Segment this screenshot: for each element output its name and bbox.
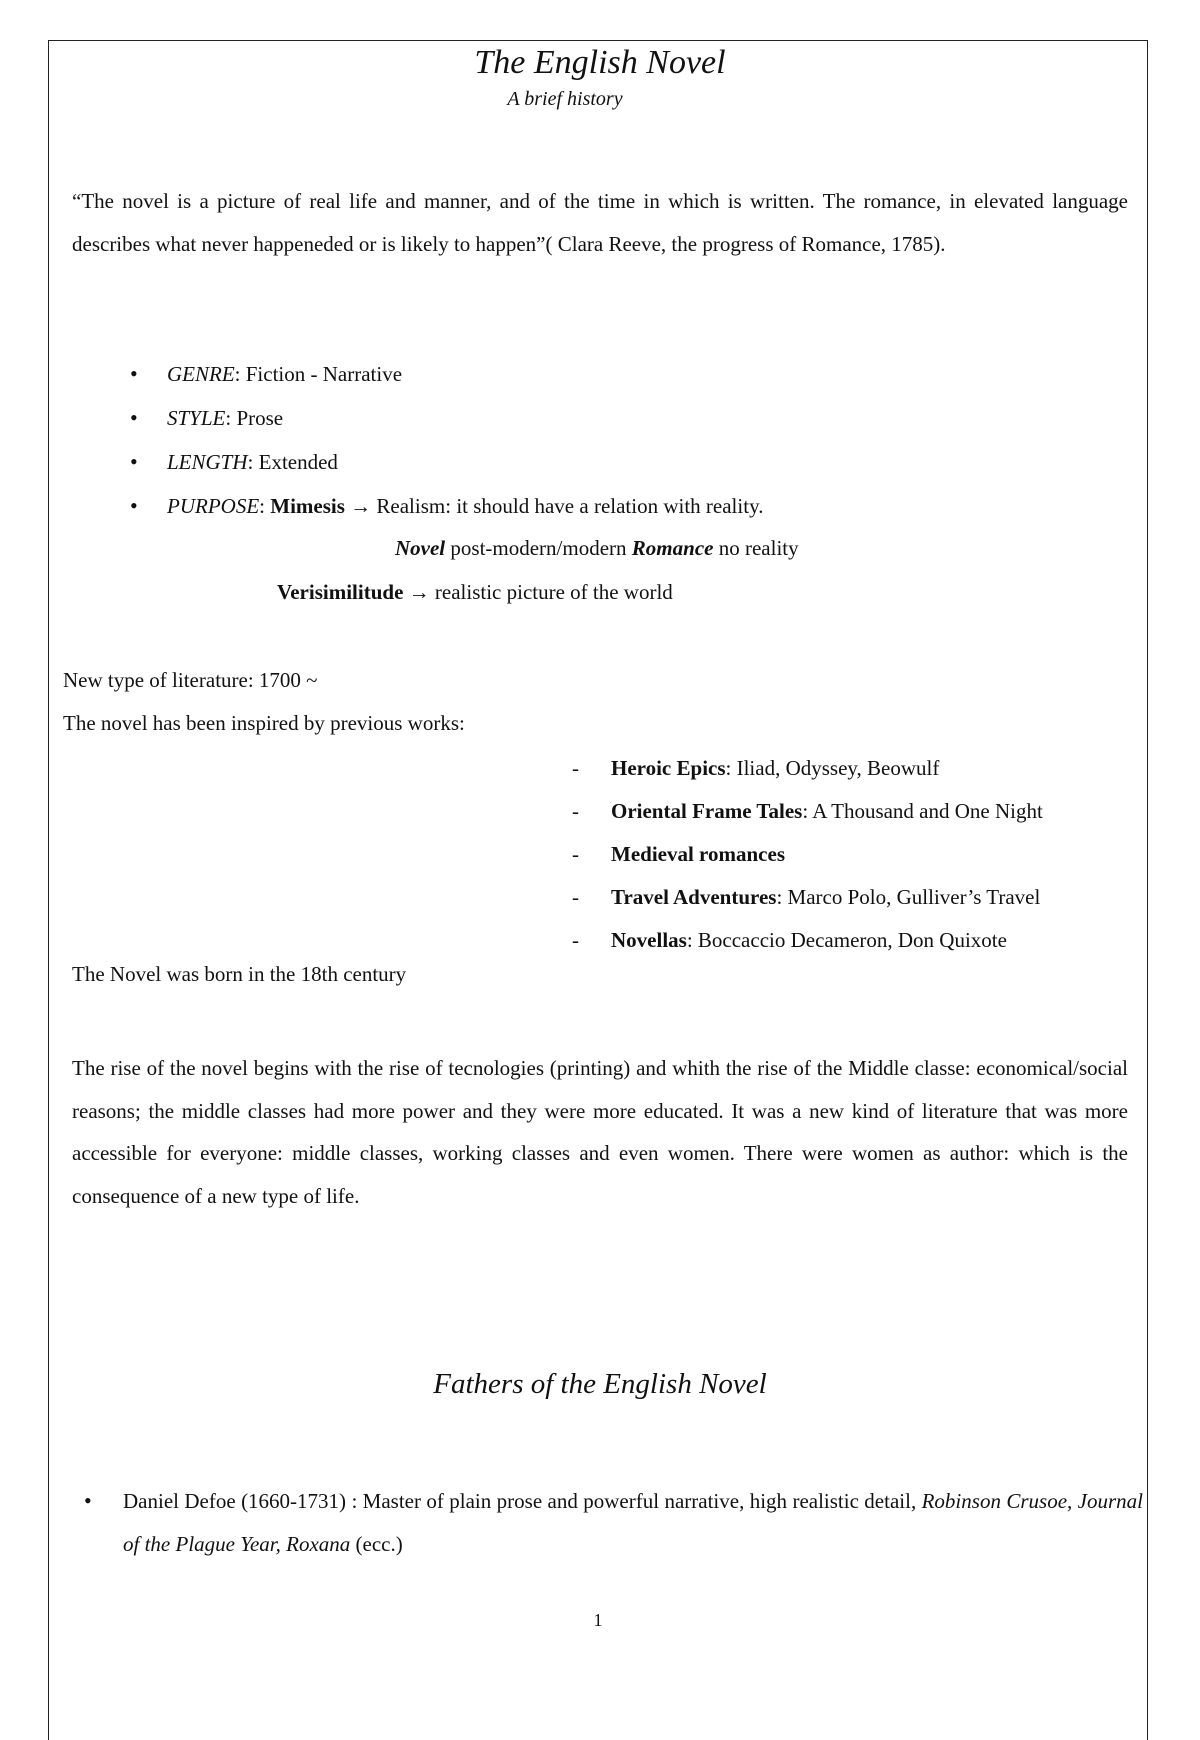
work-examples: : A Thousand and One Night [802, 799, 1043, 823]
inspired-line: The novel has been inspired by previous works: [63, 711, 465, 735]
previous-works-list [570, 747, 1043, 962]
page-number: 1 [593, 1610, 603, 1630]
work-term: Medieval romances [611, 842, 785, 866]
work-examples: : Boccaccio Decameron, Don Quixote [686, 928, 1007, 952]
work-term: Travel Adventures [611, 885, 777, 909]
romance-term: Romance [631, 536, 714, 560]
defoe-text [123, 1480, 1143, 1565]
work-term: Heroic Epics [611, 756, 726, 780]
work-examples: : Marco Polo, Gulliver’s Travel [776, 885, 1041, 909]
feature-purpose [130, 485, 763, 529]
list-item [570, 919, 1043, 962]
verisimilitude-rest: → realistic picture of the world [403, 580, 673, 604]
document-subtitle: A brief history [507, 88, 623, 110]
feature-separator: : [259, 494, 271, 518]
novel-line-middle: post-modern/modern [445, 536, 632, 560]
born-line: The Novel was born in the 18th century [72, 962, 407, 986]
opening-quote: “The novel is a picture of real life and manner, and of the time in which is written. The romance, in elevated language describes what never happeneded or is likely to happen”( Clara Reeve, the progress of Romance, 1785). [72, 189, 1128, 256]
new-type-line: New type of literature: 1700 ~ [63, 668, 318, 692]
rise-paragraph: The rise of the novel begins with the rise of tecnologies (printing) and whith the rise of the Middle classe: economical/social reasons; the middle classes had more power and they were more educated. It was a new kind of literature that was more accessible for everyone: middle classes, working classes and even women. There were women as author: which is the consequence of a new type of life. [72, 1056, 1128, 1208]
feature-length [130, 441, 763, 485]
feature-label: STYLE [167, 406, 226, 430]
list-item [570, 833, 1043, 876]
bullet-icon: • [84, 1488, 92, 1513]
feature-label: LENGTH [167, 450, 248, 474]
list-item [570, 876, 1043, 919]
list-item [570, 790, 1043, 833]
novel-term: Novel [395, 536, 446, 560]
feature-value: → Realism: it should have a relation with reality. [344, 494, 764, 518]
fathers-heading: Fathers of the English Novel [433, 1368, 767, 1400]
verisimilitude-term: Verisimilitude [277, 580, 404, 604]
feature-label: PURPOSE [167, 494, 260, 518]
feature-label: GENRE [167, 362, 235, 386]
work-examples: : Iliad, Odyssey, Beowulf [725, 756, 940, 780]
feature-value: : Extended [247, 450, 338, 474]
defoe-tail: (ecc.) [350, 1531, 403, 1556]
novel-vs-romance-line [395, 536, 799, 561]
feature-value: : Fiction - Narrative [234, 362, 403, 386]
feature-genre [130, 353, 763, 397]
verisimilitude-line [277, 580, 673, 605]
defoe-intro: Daniel Defoe (1660-1731) : Master of plain prose and powerful narrative, high realistic detail, [123, 1489, 922, 1513]
defoe-works: Robinson Crusoe, Journal of the Plague Year, Roxana [123, 1489, 1143, 1556]
feature-style [130, 397, 763, 441]
novel-features-list [130, 353, 763, 529]
work-term: Oriental Frame Tales [611, 799, 803, 823]
work-term: Novellas [611, 928, 687, 952]
document-title: The English Novel [474, 44, 726, 81]
feature-value: : Prose [225, 406, 284, 430]
list-item [570, 747, 1043, 790]
novel-line-end: no reality [713, 536, 799, 560]
feature-term: Mimesis [270, 494, 345, 518]
